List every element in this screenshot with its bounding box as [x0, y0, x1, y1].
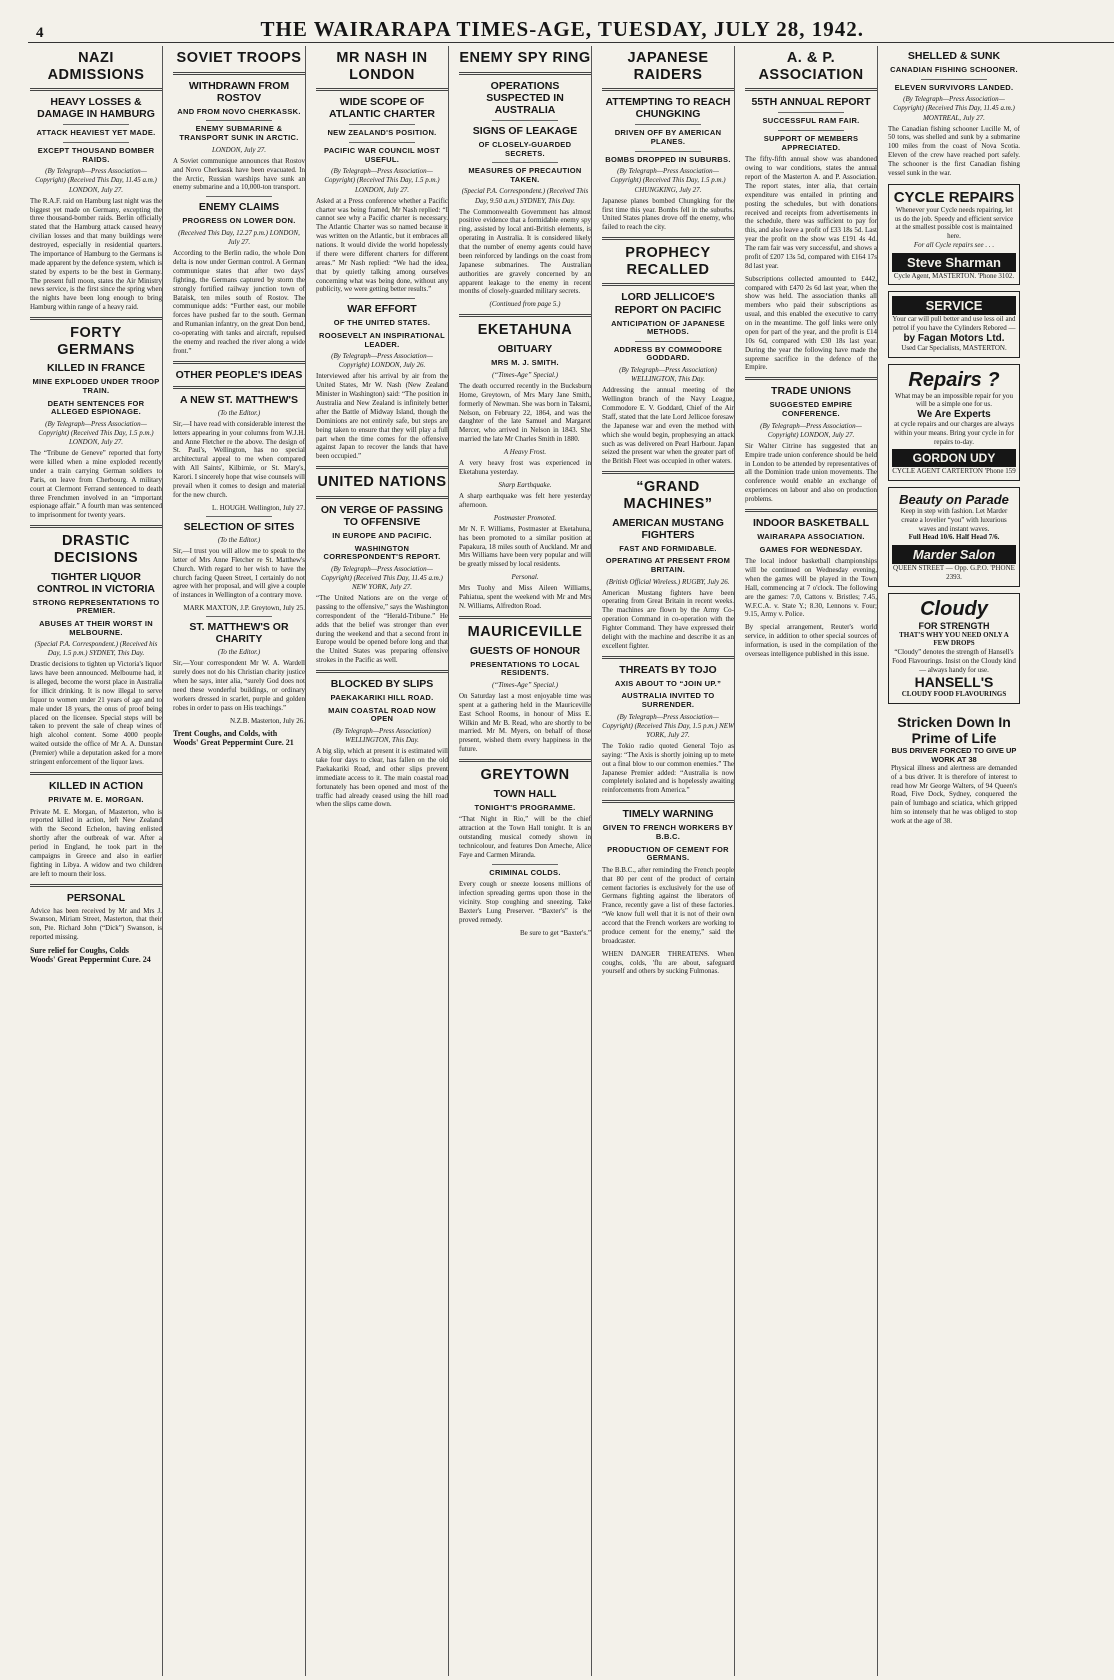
- deck: GIVEN TO FRENCH WORKERS BY B.B.C.: [602, 823, 734, 841]
- ad-stricken: [888, 710, 1020, 829]
- ad-tagline: We Are Experts: [917, 409, 991, 421]
- deck: WAIRARAPA ASSOCIATION.: [757, 531, 865, 541]
- subhead: Postmaster Promoted.: [493, 513, 557, 522]
- ad-cycle-repairs: [888, 184, 1020, 286]
- dateline: (By Telegraph—Press Association) WELLINGTON, This Day.: [333, 727, 431, 745]
- letter-body: Sir,—I trust you will allow me to speak to the letter of Mrs Anne Fletcher re St. Matthew's Church. With regard to her wish to have the church facing Queen Street, I certainly do not agree with her proposal, and will give a couple of instances in Wellington of a contrary move.: [173, 546, 305, 600]
- footer-ad: Sure relief for Coughs, Colds Woods' Great Peppermint Cure. 24: [30, 946, 151, 965]
- ad-subtitle: BUS DRIVER FORCED TO GIVE UP WORK AT 38: [891, 746, 1017, 765]
- deck: OPERATING AT PRESENT FROM BRITAIN.: [605, 556, 731, 574]
- rule: [745, 509, 877, 512]
- headline: FORTY GERMANS: [57, 325, 135, 358]
- deck: ADDRESS BY COMMODORE GODDARD.: [613, 344, 723, 363]
- headline: “GRAND MACHINES”: [623, 479, 713, 512]
- ad-body: What may be an impossible repair for you will be a simple one for us.: [895, 391, 1013, 409]
- continued-note: (Continued from page 5.): [489, 300, 561, 309]
- deck: OF THE UNITED STATES.: [333, 318, 431, 328]
- dateline: (By Telegraph—Press Association—Copyright) (Received This Day, 11.45 a.m.) LONDON, July 27.: [35, 167, 157, 194]
- ad-name: Marder Salon: [892, 545, 1016, 564]
- deck: MINE EXPLODED UNDER TROOP TRAIN.: [32, 377, 160, 396]
- deck: BOMBS DROPPED IN SUBURBS.: [605, 154, 731, 164]
- deck: AUSTRALIA INVITED TO SURRENDER.: [621, 691, 715, 710]
- article-body: A big slip, which at present it is estimated will take four days to clear, has fallen on the old Paekakariki Road, and other slips prevent immediate access to it. The main coastal road fortunately has been opened and most of the traffic had already ceased using the hill road when the slips came down.: [316, 747, 448, 809]
- rule: [316, 670, 448, 673]
- headline: MAURICEVILLE: [467, 623, 583, 640]
- ad-title: SERVICE: [892, 296, 1016, 315]
- letter-body: Sir,—Your correspondent Mr W. A. Wardell surely does not do his Christian charity justice when he says, inter alia, “surely God does not need these wonderful buildings, or ordinary workers dressed in scarlet, purple and golden robes in order to pass on His teachings.”: [173, 659, 305, 712]
- deck: ATTACK HEAVIEST YET MADE.: [36, 128, 156, 138]
- article-body: American Mustang fighters have been operating from Great Britain in recent weeks. The machines are flown by the Army Co-operation Command in co-operation with the Fighter Command. They have expressed their delight with the machine and describe it as an excellent fighter.: [602, 588, 734, 650]
- rule: [316, 496, 448, 499]
- deck: GUESTS OF HONOUR: [469, 644, 581, 657]
- deck: STRONG REPRESENTATIONS TO PREMIER.: [32, 597, 160, 616]
- masthead: [28, 16, 1114, 43]
- ad-fagan-motors: [888, 291, 1020, 357]
- deck: HEAVY LOSSES & DAMAGE IN HAMBURG: [37, 96, 155, 121]
- rule: [602, 88, 734, 91]
- ad-address: QUEEN STREET — Opp. G.P.O. 'PHONE 2393.: [893, 564, 1015, 581]
- article-body: Sir Walter Citrine has suggested that an Empire trade union conference should be held in London to be attended by representatives of all the Dominion trade union movements. The conference would enable an exchange of experiences on labour and also on production problems.: [745, 441, 877, 504]
- rule: [492, 120, 558, 121]
- article-body: The R.A.F. raid on Hamburg last night was the biggest yet made on Germany, excepting the three thousand-bomber raids. Berlin officially stated that the Hamburg attack caused heavy civilian losses and that many buildings were destroyed, especially in residential quarters. The importance of Hamburg to the Germans is made apparent by the defence system, which is stated by experts to be the best in Germany. The present full moon, states the Air Ministry news service, is the first since the spring when the nights have been long enough to bring Hamburg within range of a heavy raid.: [30, 196, 162, 312]
- article-body: A Soviet communique announces that Rostov and Novo Cherkassk have been evacuated. In the Arctic, Russian warships have sunk an enemy submarine and a 10,000-ton transport.: [173, 156, 305, 192]
- deck: ROOSEVELT AN INSPIRATIONAL LEADER.: [319, 330, 445, 349]
- headline: SHELLED & SUNK: [907, 50, 1001, 62]
- deck: NEW ZEALAND'S POSITION.: [327, 128, 437, 138]
- column-7: [888, 46, 1020, 1676]
- article-body: Japanese planes bombed Chungking for the first time this year. Bombs fell in the suburbs. United States planes drove off the enemy, who failed to reach the city.: [602, 196, 734, 232]
- rule: [63, 124, 129, 125]
- deck: ENEMY SUBMARINE & TRANSPORT SUNK IN ARCTIC.: [179, 124, 299, 143]
- headline: PERSONAL: [66, 891, 126, 904]
- dateline: (To the Editor.): [217, 535, 261, 544]
- ad-body: at cycle repairs and our charges are always within your means. Bring your cycle in for repairs to-day.: [894, 420, 1014, 446]
- rule: [173, 72, 305, 75]
- article-body: Every cough or sneeze loosens millions of infection spreading germs upon those in the vicinity. Stop coughing and sneezing. Take Baxter's Lung Preserver. “Baxter's” is the proved remedy.: [459, 880, 591, 924]
- dateline: (By Telegraph—Press Association—Copyright) (Received This Day, 1.5 p.m.) LONDON, July 27.: [324, 167, 440, 194]
- dateline: (“Times-Age” Special.): [491, 370, 559, 379]
- headline: ST. MATTHEW'S OR CHARITY: [189, 621, 289, 646]
- deck: PAEKAKARIKI HILL ROAD.: [330, 693, 434, 703]
- deck: AND FROM NOVO CHERKASSK.: [177, 106, 301, 116]
- headline: WAR EFFORT: [347, 303, 417, 316]
- rule: [778, 130, 844, 131]
- footer-ad: WHEN DANGER THREATENS. When coughs, colds, 'flu are about, safeguard yourself and others by sucking Fulmonas.: [602, 949, 734, 976]
- headline: KILLED IN ACTION: [48, 779, 144, 792]
- rule: [173, 361, 305, 364]
- ad-price: Full Head 10/6. Half Head 7/6.: [908, 533, 1000, 542]
- ad-address: Cycle Agent, MASTERTON. 'Phone 3102.: [893, 271, 1015, 280]
- masthead-title: THE WAIRARAPA TIMES-AGE, TUESDAY, JULY 28, 1942.: [260, 17, 864, 41]
- headline: THREATS BY TOJO: [619, 663, 717, 676]
- rule: [349, 124, 415, 125]
- rule: [602, 283, 734, 286]
- deck: A NEW ST. MATTHEW'S: [180, 393, 298, 406]
- deck: ANTICIPATION OF JAPANESE METHODS.: [611, 318, 725, 337]
- rule: [459, 72, 591, 75]
- article-body: “The United Nations are on the verge of passing to the offensive,” says the Washington correspondent of the “Herald-Tribune.” He adds that the belief was stronger than ever during the weekend and that a second front in Europe would be opened before long and that the United States was preparing offensive strokes in the Pacific as well.: [316, 594, 448, 665]
- deck: OF CLOSELY-GUARDED SECRETS.: [478, 139, 572, 158]
- deck: OBITUARY: [497, 343, 553, 356]
- rule: [921, 79, 987, 80]
- deck: WITHDRAWN FROM ROSTOV: [188, 79, 290, 104]
- article-body: The Tokio radio quoted General Tojo as saying: “The Axis is shortly joining up to mete out a final blow to our common enemies.” The Japanese Premier added: “Australia is now completely isolated and is hopelessly awaiting reinforcements from America.”: [602, 741, 734, 795]
- headline: GREYTOWN: [480, 767, 570, 784]
- headline: SOVIET TROOPS: [176, 50, 302, 66]
- headline: UNITED NATIONS: [317, 474, 447, 491]
- dateline: (By Telegraph—Press Association—Copyright) (Received This Day, 1.5 p.m.) LONDON, July 27.: [38, 419, 154, 447]
- rule: [602, 237, 734, 240]
- headline: JAPANESE RAIDERS: [627, 50, 709, 83]
- dateline: (By Telegraph—Press Association—Copyright) (Received This Day, 1.5 p.m.) NEW YORK, July 27.: [602, 712, 734, 739]
- deck: TIGHTER LIQUOR CONTROL IN VICTORIA: [36, 570, 156, 595]
- deck: TONIGHT'S PROGRAMME.: [474, 802, 576, 812]
- deck: GAMES FOR WEDNESDAY.: [759, 544, 863, 554]
- deck: PACIFIC WAR COUNCIL MOST USEFUL.: [323, 146, 441, 164]
- letter-signature: L. HOUGH. Wellington, July 27.: [211, 503, 305, 512]
- rule: [30, 317, 162, 320]
- deck: KILLED IN FRANCE: [47, 362, 145, 375]
- rule: [778, 112, 844, 113]
- deck: AMERICAN MUSTANG FIGHTERS: [612, 516, 724, 541]
- deck: MAIN COASTAL ROAD NOW OPEN: [328, 705, 436, 724]
- ad-brand: HANSELL'S: [914, 674, 994, 691]
- article-body: According to the Berlin radio, the whole Don delta is now under German control. A German communique states that after two days' fighting, the Germans captured by storm the strongly fortified railway junction town of Bataisk, ten miles south of Rostov. The communique adds: “Further east, our mobile forces have pushed far to the south. German and Rumanian infantry, on the great Don bend, co-operating with tanks and aircraft, repulsed the enemy and reached the river along a wide front.”: [173, 249, 305, 355]
- deck: SUCCESSFUL RAM FAIR.: [762, 116, 860, 126]
- column-4: [459, 46, 592, 1676]
- deck: ON VERGE OF PASSING TO OFFENSIVE: [320, 503, 444, 528]
- headline: SELECTION OF SITES: [183, 520, 295, 533]
- deck: TOWN HALL: [493, 787, 557, 800]
- dateline: (By Telegraph—Press Association—Copyright) (Received This Day, 1.5 p.m.) CHUNGKING, July 27.: [610, 167, 726, 194]
- headline: NAZI ADMISSIONS: [47, 50, 145, 83]
- rule: [206, 616, 272, 617]
- dateline: (To the Editor.): [217, 408, 261, 417]
- dateline: (Special P.A. Correspondent.) (Received his Day, 1.5 p.m.) SYDNEY, This Day.: [34, 640, 158, 658]
- ad-title: CYCLE REPAIRS: [893, 188, 1015, 206]
- dateline: (Received This Day, 12.27 p.m.) LONDON, July 27.: [178, 228, 300, 247]
- rule: [206, 516, 272, 517]
- headline: BLOCKED BY SLIPS: [330, 678, 434, 691]
- ad-hansells: [888, 593, 1020, 705]
- ad-name: GORDON UDY: [892, 449, 1016, 467]
- rule: [30, 772, 162, 775]
- deck: CANADIAN FISHING SCHOONER.: [890, 65, 1018, 75]
- rule: [30, 525, 162, 528]
- ad-body: Physical illness and alertness are demanded of a bus driver. It is therefore of interest to read how Mr George Walters, of 94 Queen's Road, Five Dock, Sydney, conquered the pain of lumbago and sciatica, which gripped him so intensely that he was obliged to stop work at the age of 38.: [891, 764, 1017, 825]
- dateline: (Special P.A. Correspondent.) (Received This Day, 9.50 a.m.) SYDNEY, This Day.: [461, 187, 589, 205]
- article-body: The death occurred recently in the Bucksburn Home, Greytown, of Mrs Mary Jane Smith, formerly of Newman. She was born in Taksmi, Nelson, on February 22, 1864, and was the daughter of the late Samuel and Margaret Mercer, who arrived in Nelson in 1843. She married the late Mr Charles Smith in 1880.: [459, 381, 591, 444]
- ad-title: Stricken Down In Prime of Life: [897, 714, 1011, 747]
- article-body: The fifty-fifth annual show was abandoned owing to war conditions, states the annual report of the Masterton A. and P. Association. The report states, inter alia, that certain expenditure was entailed in printing and posting the schedules, but with donations received and receipts from advertisements in the schedule, there was sufficient to pay for this, and also leave a profit of £33 18s 5d. Last year the profit on the show was £191 4s 4d. The ram fair was very successful, and shows a profit of £207 13s 5d, compared with £164 17s 8d last year.: [745, 155, 877, 270]
- dateline: LONDON, July 27.: [211, 145, 267, 154]
- rule: [316, 88, 448, 91]
- subhead: A Heavy Frost.: [503, 448, 547, 457]
- ad-body: Your car will pull better and use less oil and petrol if you have the Cylinders Rebored —: [892, 315, 1016, 333]
- rule: [316, 466, 448, 469]
- headline: A. & P. ASSOCIATION: [758, 50, 864, 83]
- headline: OTHER PEOPLE'S IDEAS: [175, 368, 303, 381]
- article-body: The local indoor basketball championships will be continued on Wednesday evening, when the games will be played in the Town Hall, commencing at 7 o'clock. The following are the games: 7.0, Cattons v. Bristles; 7.45, W.F.C.A. v. State Y.; 8.30, Lennons v. Four; 9.15, Army v. Police.: [745, 557, 877, 619]
- article-body: The Canadian fishing schooner Lucille M, of 50 tons, was shelled and sunk by a submarine 100 miles from the coast of Nova Scotia. Eleven of the crew have reached port safely. The schooner is the first Canadian fishing vessel sunk in the war.: [888, 124, 1020, 177]
- ad-title: Beauty on Parade: [899, 492, 1009, 508]
- letter-signature: N.Z.B. Masterton, July 26.: [229, 716, 305, 725]
- deck: 55TH ANNUAL REPORT: [751, 96, 871, 109]
- dateline: (By Telegraph—Press Association—Copyright) (Received This Day, 11.45 a.m.) MONTREAL, July 27.: [893, 95, 1015, 122]
- deck: ABUSES AT THEIR WORST IN MELBOURNE.: [39, 618, 153, 637]
- headline: INDOOR BASKETBALL: [752, 516, 870, 529]
- deck: WIDE SCOPE OF ATLANTIC CHARTER: [329, 96, 435, 121]
- deck: IN EUROPE AND PACIFIC.: [332, 530, 432, 540]
- deck: DEATH SENTENCES FOR ALLEGED ESPIONAGE.: [47, 398, 145, 417]
- deck: SUPPORT OF MEMBERS APPRECIATED.: [763, 134, 859, 152]
- footer-ad: Trent Coughs, and Colds, with Woods' Great Peppermint Cure. 21: [173, 728, 294, 747]
- headline: TRADE UNIONS: [771, 385, 851, 398]
- deck: DRIVEN OFF BY AMERICAN PLANES.: [614, 128, 722, 147]
- headline: CRIMINAL COLDS.: [489, 867, 561, 877]
- subhead: Personal.: [511, 573, 539, 582]
- deck: ELEVEN SURVIVORS LANDED.: [894, 82, 1014, 92]
- rule: [63, 142, 129, 143]
- rule: [206, 120, 272, 121]
- ad-brand-sub: CLOUDY FOOD FLAVOURINGS: [901, 690, 1007, 699]
- deck: PROGRESS ON LOWER DON.: [182, 216, 296, 226]
- article-body: On Saturday last a most enjoyable time was spent at a gathering held in the Mauriceville East School Rooms, in honour of Miss E. Wilkin and Mr B. Read, who are shortly to be married. Mr M. Myers, on behalf of those present, wished them every happiness in the future.: [459, 691, 591, 754]
- ad-cta: For all Cycle repairs see . . .: [913, 240, 995, 249]
- rule: [745, 377, 877, 380]
- footer-ad: Be sure to get “Baxter's.”: [519, 928, 591, 937]
- article-body: Asked at a Press conference whether a Pacific charter was being framed, Mr Nash replied: “I cannot see why a Pacific charter is necessary. The Atlantic Charter was so named because it was written on the Atlantic, but it embraces all nations. It would divide the world hopelessly if there were different charters for different areas.” Mr Nash replied: “We had the idea, that by quietly talking among ourselves concerning what was being done, without any publicity, we were getting better results.”: [316, 196, 448, 294]
- headline: TIMELY WARNING: [622, 808, 714, 821]
- rule: [602, 656, 734, 659]
- subhead: Sharp Earthquake.: [498, 480, 552, 489]
- ad-name: Steve Sharman: [892, 253, 1016, 272]
- rule: [30, 88, 162, 91]
- article-body: Interviewed after his arrival by air from the United States, Mr W. Nash (New Zealand Minister in Washington) said: “The position in Australia and New Zealand is infinitely better after the Battle of Midway Island, though the Dominions are not entirely safe, but steps are being taken to ensure that they will play a full part when the time comes for the offensive against Japan to recover the lands that have been occupied.”: [316, 372, 448, 461]
- article-body: Drastic decisions to tighten up Victoria's liquor laws have been announced. Melbourne had, it is alleged, become the worst place in Australia for illicit drinking. It is now illegal to serve liquor to women under 21 years of age and to male under 18 years, the onus of proof being placed on the licensee. Special steps will be taken to prevent the sale of cheap wines of high alcohol content. Some 4000 people waited outside the office of Mr A. A. Dunstan (Premier) while a deputation asked for a more stringent enforcement of the liquor laws.: [30, 660, 162, 766]
- rule: [206, 196, 272, 197]
- dateline: (By Telegraph—Press Association—Copyright) LONDON, July 27.: [760, 421, 862, 439]
- article-body: The “Tribune de Geneve” reported that forty were killed when a mine exploded recently under a train carrying German soldiers to Paris, on leave from Cherbourg. A military court at Clermont Ferrand sentenced to death three Frenchmen involved in an “important espionage affair.” A fourth man was sentenced to imprisonment for twenty years.: [30, 449, 162, 520]
- ad-address: CYCLE AGENT CARTERTON 'Phone 159: [892, 467, 1016, 476]
- letter-signature: MARK MAXTON, J.P. Greytown, July 25.: [183, 604, 305, 613]
- ad-marder-salon: [888, 487, 1020, 587]
- footnote: By special arrangement, Reuter's world service, in addition to other special sources of information, is used in the compilation of the overseas intelligence published in this issue.: [745, 623, 877, 658]
- deck: WASHINGTON CORRESPONDENT'S REPORT.: [323, 543, 441, 562]
- deck: LORD JELLICOE'S REPORT ON PACIFIC: [614, 291, 722, 316]
- ad-name: by Fagan Motors Ltd.: [903, 332, 1005, 344]
- deck: SIGNS OF LEAKAGE: [472, 124, 578, 137]
- dateline: (To the Editor.): [217, 648, 261, 657]
- article-body: Subscriptions collected amounted to £442, compared with £470 2s 6d last year, when the show was held. The association thanks all members who paid their subscriptions as usual, and this enabled the executive to carry on in the meantime. The golf links were only open for part of the year, and the profit is £14 10s 6d, compared with £30 18s last year. During the year the following have made the supreme sacrifice in the defence of the Empire.: [745, 274, 877, 372]
- deck: SUGGESTED EMPIRE CONFERENCE.: [769, 400, 853, 418]
- rule: [173, 386, 305, 389]
- column-2: [173, 46, 306, 1676]
- ad-body: Whenever your Cycle needs repairing, let us do the job. Speedy and efficient service at the smallest possible cost is maintained here.: [894, 205, 1014, 241]
- letter-body: Sir,—I have read with considerable interest the letters appearing in your columns from W.J.H. and Anne Fletcher re the above. The design of St. Paul's, Wellington, has no special architectural appeal to me when compared with All Saints', Kilbirnie, or St. Mary's, Karori. I sincerely hope that wise counsels will prevail when it comes to design and material for the new church.: [173, 419, 305, 499]
- column-6: [745, 46, 878, 1676]
- article-body: Mr N. F. Williams, Postmaster at Eketahuna, has been promoted to a similar position at Papakura, 18 miles south of Auckland. Mr and Mrs Williams have been very popular and will be greatly missed by local residents.: [459, 524, 591, 569]
- dateline: (“Times-Age” Special.): [491, 680, 559, 689]
- rule: [492, 864, 558, 865]
- column-3: [316, 46, 449, 1676]
- ad-title: Repairs ?: [908, 368, 1000, 391]
- column-5: [602, 46, 735, 1676]
- article-body: A very heavy frost was experienced in Eketahuna yesterday.: [459, 459, 591, 476]
- ad-side: THAT'S WHY YOU NEED ONLY A FEW DROPS: [899, 630, 1009, 648]
- ad-subtitle: FOR STRENGTH: [918, 620, 990, 631]
- deck: MRS M. J. SMITH.: [491, 358, 559, 368]
- deck: PRODUCTION OF CEMENT FOR GERMANS.: [607, 844, 729, 863]
- headline: PROPHECY RECALLED: [625, 245, 711, 278]
- rule: [459, 616, 591, 619]
- columns: [30, 46, 1020, 1676]
- page-number: 4: [36, 25, 44, 41]
- rule: [635, 151, 701, 152]
- headline: DRASTIC DECISIONS: [53, 533, 139, 566]
- headline: ENEMY SPY RING: [459, 50, 591, 66]
- article-body: Addressing the annual meeting of the Wellington branch of the Navy League, Commodore E. V. Goddard, Chief of the Air Staff, stated that the late Lord Jellicoe foresaw the Japanese war and even the method with which she would begin, prophesying an attack such as was delivered on Pearl Harbour. Japan seized the present war when the greater part of the British Fleet was occupied in other waters.: [602, 386, 734, 466]
- rule: [349, 142, 415, 143]
- deck: ATTEMPTING TO REACH CHUNGKING: [605, 96, 731, 121]
- ad-gordon-udy: [888, 364, 1020, 482]
- rule: [635, 124, 701, 125]
- rule: [602, 471, 734, 474]
- ad-address: Used Car Specialists, MASTERTON.: [901, 343, 1007, 352]
- rule: [635, 341, 701, 342]
- deck: MEASURES OF PRECAUTION TAKEN.: [468, 166, 582, 184]
- dateline: (British Official Wireless.) RUGBY, July 26.: [606, 577, 730, 586]
- article-body: The Commonwealth Government has almost positive evidence that a formidable enemy spy ring, assisted by local anti-British elements, is operating in Australia. It is considered likely that the number of enemy agents could have been reinforced by landings on the coast from Japanese submarines. The Australian authorities are gravely concerned by an apparent leakage to the enemy in recent months of closely-guarded military secrets.: [459, 207, 591, 296]
- rule: [30, 884, 162, 887]
- rule: [492, 162, 558, 163]
- headline: MR NASH IN LONDON: [336, 50, 428, 83]
- article-body: The B.B.C., after reminding the French people that 80 per cent of the product of certain cement factories is exclusively for the use of Germans fighting against the liberators of France, recently gave a list of these factories. “We know full well that it is not of their own accord that the French workers are working to produce cement for the enemy,” said the broadcaster.: [602, 865, 734, 945]
- deck: FAST AND FORMIDABLE.: [619, 543, 717, 553]
- ad-body: “Cloudy” denotes the strength of Hansell's Food Flavourings. Insist on the Cloudy kind — always handy for use.: [892, 648, 1016, 674]
- article-body: “That Night in Rio,” will be the chief attraction at the Town Hall tonight. It is an outstanding musical comedy shown in technicolour, and features Don Ameche, Alice Faye and Carmen Miranda.: [459, 815, 591, 859]
- article-body: Mrs Tuohy and Miss Aileen Williams, Pahiatua, spent the weekend with Mr and Mrs N. Williams, Alfredton Road.: [459, 584, 591, 611]
- deck: OPERATIONS SUSPECTED IN AUSTRALIA: [486, 79, 564, 116]
- deck: AXIS ABOUT TO “JOIN UP.”: [614, 678, 722, 688]
- rule: [602, 800, 734, 803]
- rule: [745, 88, 877, 91]
- column-1: [30, 46, 163, 1676]
- rule: [459, 314, 591, 317]
- deck: EXCEPT THOUSAND BOMBER RAIDS.: [37, 146, 155, 164]
- dateline: (By Telegraph—Press Association—Copyright) (Received This Day, 11.45 a.m.) NEW YORK, July 27.: [321, 564, 443, 591]
- dateline: (By Telegraph—Press Association) WELLINGTON, This Day.: [619, 366, 717, 384]
- deck: PRIVATE M. E. MORGAN.: [48, 794, 144, 804]
- ad-title: Cloudy: [920, 597, 988, 620]
- rule: [459, 759, 591, 762]
- headline: ENEMY CLAIMS: [198, 201, 280, 214]
- article-body: Private M. E. Morgan, of Masterton, who is reported killed in action, left New Zealand with the Second Echelon, having enlisted shortly after the outbreak of war. After a period in England, he took part in the campaigns in Greece and also in earlier fighting in Libya. A widow and two children are left to mourn their loss.: [30, 807, 162, 878]
- deck: PRESENTATIONS TO LOCAL RESIDENTS.: [470, 659, 580, 678]
- dateline: (By Telegraph—Press Association—Copyright) LONDON, July 26.: [331, 352, 433, 370]
- rule: [349, 298, 415, 299]
- headline: EKETAHUNA: [477, 322, 573, 339]
- ad-body: Keep in step with fashion. Let Marder create a lovelier “you” with luxurious waves and instant waves.: [900, 507, 1008, 533]
- article-body: Advice has been received by Mr and Mrs J. Swanson, Miriam Street, Masterton, that their son, Pte. Richard John (“Dick”) Swanson, is reported missing.: [30, 906, 162, 942]
- article-body: A sharp earthquake was felt here yesterday afternoon.: [459, 491, 591, 509]
